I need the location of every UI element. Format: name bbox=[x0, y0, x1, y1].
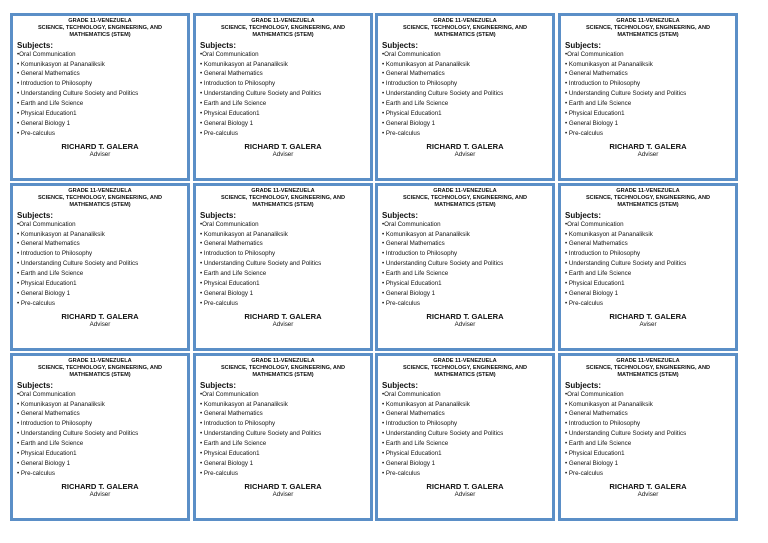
card-title-line: SCIENCE, TECHNOLOGY, ENGINEERING, AND bbox=[220, 25, 346, 32]
subject-list bbox=[17, 390, 183, 479]
card-title-line: MATHEMATICS (STEM) bbox=[617, 202, 679, 209]
subject-item: • Earth and Life Science bbox=[200, 440, 267, 448]
adviser-name: RICHARD T. GALERA bbox=[244, 311, 322, 321]
subjects-label: Subjects: bbox=[382, 380, 419, 390]
card-title-line: SCIENCE, TECHNOLOGY, ENGINEERING, AND bbox=[220, 195, 346, 202]
subject-item: • Earth and Life Science bbox=[382, 100, 449, 108]
subject-item: • Pre-calculus bbox=[17, 129, 55, 137]
card-title bbox=[565, 188, 731, 210]
card-title-line: GRADE 11-VENEZUELA bbox=[433, 18, 497, 24]
card-title-line: MATHEMATICS (STEM) bbox=[434, 372, 496, 379]
subject-item: • Introduction to Philosophy bbox=[565, 420, 641, 428]
subject-item: • Understanding Culture Society and Politics bbox=[17, 90, 139, 98]
subject-item: •Oral Communication bbox=[200, 220, 259, 228]
subject-list bbox=[200, 50, 366, 139]
card-title-line: MATHEMATICS (STEM) bbox=[434, 32, 496, 39]
subject-item: • Introduction to Philosophy bbox=[17, 80, 93, 88]
subjects-label: Subjects: bbox=[565, 40, 602, 50]
subject-list bbox=[17, 50, 183, 139]
card-title bbox=[17, 18, 183, 40]
class-card bbox=[558, 353, 738, 521]
subject-item: • Pre-calculus bbox=[565, 469, 603, 477]
adviser-name: RICHARD T. GALERA bbox=[244, 141, 322, 151]
subject-item: • General Mathematics bbox=[17, 240, 80, 248]
class-card bbox=[375, 13, 555, 181]
card-title-line: SCIENCE, TECHNOLOGY, ENGINEERING, AND bbox=[37, 195, 163, 202]
adviser-role: Adviser bbox=[454, 150, 476, 158]
card-title-line: MATHEMATICS (STEM) bbox=[69, 372, 131, 379]
card-title-line: SCIENCE, TECHNOLOGY, ENGINEERING, AND bbox=[585, 195, 711, 202]
card-title bbox=[565, 358, 731, 380]
subject-item: • Pre-calculus bbox=[17, 299, 55, 307]
card-title-line: GRADE 11-VENEZUELA bbox=[433, 358, 497, 364]
card-title-line: SCIENCE, TECHNOLOGY, ENGINEERING, AND bbox=[585, 365, 711, 372]
card-title-line: MATHEMATICS (STEM) bbox=[434, 202, 496, 209]
subject-item: • General Mathematics bbox=[565, 240, 628, 248]
subjects-label: Subjects: bbox=[200, 210, 237, 220]
card-title-line: GRADE 11-VENEZUELA bbox=[433, 188, 497, 194]
card-title-line: MATHEMATICS (STEM) bbox=[69, 202, 131, 209]
card-title-line: GRADE 11-VENEZUELA bbox=[68, 358, 132, 364]
subject-item: • Pre-calculus bbox=[200, 299, 238, 307]
subject-item: • Physical Education1 bbox=[17, 450, 77, 458]
subject-item: • Komunikasyon at Pananaliksik bbox=[382, 230, 470, 238]
adviser-role: Adviser bbox=[272, 490, 294, 498]
subject-item: • Komunikasyon at Pananaliksik bbox=[200, 230, 288, 238]
class-card bbox=[10, 353, 190, 521]
subject-item: • General Biology 1 bbox=[17, 459, 71, 467]
subject-list bbox=[200, 390, 366, 479]
subject-item: • Introduction to Philosophy bbox=[17, 420, 93, 428]
adviser-name: RICHARD T. GALERA bbox=[426, 481, 504, 491]
adviser-role: Adviser bbox=[272, 150, 294, 158]
subject-item: • Physical Education1 bbox=[565, 280, 625, 288]
subject-item: • Understanding Culture Society and Politics bbox=[382, 260, 504, 268]
subject-list bbox=[382, 220, 548, 309]
subject-item: • Introduction to Philosophy bbox=[565, 80, 641, 88]
subject-list bbox=[382, 50, 548, 139]
subject-item: • Understanding Culture Society and Politics bbox=[382, 90, 504, 98]
subjects-label: Subjects: bbox=[565, 380, 602, 390]
card-title-line: SCIENCE, TECHNOLOGY, ENGINEERING, AND bbox=[402, 365, 528, 372]
subject-item: • Pre-calculus bbox=[565, 299, 603, 307]
subject-item: •Oral Communication bbox=[565, 50, 624, 58]
subject-item: • Understanding Culture Society and Politics bbox=[17, 430, 139, 438]
subject-item: •Oral Communication bbox=[382, 50, 441, 58]
subjects-label: Subjects: bbox=[565, 210, 602, 220]
class-card bbox=[375, 183, 555, 351]
class-card bbox=[193, 13, 373, 181]
subject-list bbox=[565, 50, 731, 139]
subject-item: • Komunikasyon at Pananaliksik bbox=[200, 60, 288, 68]
card-title-line: MATHEMATICS (STEM) bbox=[252, 32, 314, 39]
subject-item: • Introduction to Philosophy bbox=[382, 80, 458, 88]
subject-item: • Physical Education1 bbox=[200, 280, 260, 288]
subject-item: • Introduction to Philosophy bbox=[200, 80, 276, 88]
subject-item: •Oral Communication bbox=[382, 390, 441, 398]
subject-item: • General Biology 1 bbox=[200, 289, 254, 297]
adviser-role: Adviser bbox=[272, 320, 294, 328]
adviser-name: RICHARD T. GALERA bbox=[61, 311, 139, 321]
subject-item: • Pre-calculus bbox=[565, 129, 603, 137]
subject-item: • Earth and Life Science bbox=[17, 440, 84, 448]
subject-list bbox=[17, 220, 183, 309]
card-title bbox=[382, 18, 548, 40]
subject-item: • Earth and Life Science bbox=[565, 440, 632, 448]
subject-item: • Earth and Life Science bbox=[565, 270, 632, 278]
subject-item: • General Biology 1 bbox=[382, 289, 436, 297]
subject-item: • Pre-calculus bbox=[200, 129, 238, 137]
card-title bbox=[200, 188, 366, 210]
card-title-line: GRADE 11-VENEZUELA bbox=[68, 188, 132, 194]
class-card bbox=[193, 183, 373, 351]
subject-item: • Physical Education1 bbox=[200, 450, 260, 458]
adviser-name: RICHARD T. GALERA bbox=[609, 141, 687, 151]
subject-item: • Understanding Culture Society and Politics bbox=[17, 260, 139, 268]
adviser-role: Adviser bbox=[637, 150, 659, 158]
subject-item: • General Mathematics bbox=[565, 410, 628, 418]
adviser-name: RICHARD T. GALERA bbox=[609, 311, 687, 321]
subject-item: • Komunikasyon at Pananaliksik bbox=[565, 230, 653, 238]
subject-item: • General Biology 1 bbox=[200, 459, 254, 467]
class-card bbox=[10, 13, 190, 181]
adviser-role: Aviser bbox=[639, 320, 657, 328]
subject-item: • General Mathematics bbox=[382, 240, 445, 248]
card-title-line: SCIENCE, TECHNOLOGY, ENGINEERING, AND bbox=[402, 25, 528, 32]
subject-item: • Introduction to Philosophy bbox=[382, 250, 458, 258]
subject-item: • Introduction to Philosophy bbox=[382, 420, 458, 428]
subject-item: • General Biology 1 bbox=[200, 119, 254, 127]
subject-item: • Komunikasyon at Pananaliksik bbox=[200, 400, 288, 408]
card-title bbox=[17, 188, 183, 210]
subject-list bbox=[565, 220, 731, 309]
subject-item: •Oral Communication bbox=[17, 390, 76, 398]
card-title-line: GRADE 11-VENEZUELA bbox=[616, 188, 680, 194]
subject-item: • General Biology 1 bbox=[565, 459, 619, 467]
card-title bbox=[17, 358, 183, 380]
adviser-name: RICHARD T. GALERA bbox=[61, 141, 139, 151]
card-title bbox=[382, 358, 548, 380]
card-title-line: GRADE 11-VENEZUELA bbox=[68, 18, 132, 24]
subject-item: • Physical Education1 bbox=[200, 110, 260, 118]
subject-item: • General Biology 1 bbox=[565, 119, 619, 127]
card-title-line: GRADE 11-VENEZUELA bbox=[251, 358, 315, 364]
card-title bbox=[382, 188, 548, 210]
class-card bbox=[375, 353, 555, 521]
card-title-line: MATHEMATICS (STEM) bbox=[252, 202, 314, 209]
subject-item: • General Mathematics bbox=[200, 70, 263, 78]
subject-item: • General Biology 1 bbox=[382, 459, 436, 467]
subjects-label: Subjects: bbox=[200, 40, 237, 50]
subject-item: • Pre-calculus bbox=[382, 469, 420, 477]
subject-item: • Understanding Culture Society and Politics bbox=[200, 90, 322, 98]
subject-item: • Earth and Life Science bbox=[17, 270, 84, 278]
class-card bbox=[558, 183, 738, 351]
subjects-label: Subjects: bbox=[17, 210, 54, 220]
subject-item: • General Mathematics bbox=[382, 70, 445, 78]
card-title-line: MATHEMATICS (STEM) bbox=[617, 32, 679, 39]
subject-item: • Introduction to Philosophy bbox=[200, 420, 276, 428]
card-title-line: MATHEMATICS (STEM) bbox=[69, 32, 131, 39]
subject-list bbox=[565, 390, 731, 479]
adviser-name: RICHARD T. GALERA bbox=[609, 481, 687, 491]
subject-item: • Earth and Life Science bbox=[382, 440, 449, 448]
adviser-name: RICHARD T. GALERA bbox=[426, 311, 504, 321]
subject-item: • Physical Education1 bbox=[17, 280, 77, 288]
card-title-line: MATHEMATICS (STEM) bbox=[252, 372, 314, 379]
subject-item: • Komunikasyon at Pananaliksik bbox=[382, 400, 470, 408]
subject-item: • Pre-calculus bbox=[382, 129, 420, 137]
adviser-role: Adviser bbox=[89, 320, 111, 328]
subject-item: •Oral Communication bbox=[565, 390, 624, 398]
subject-item: • Earth and Life Science bbox=[17, 100, 84, 108]
subject-item: • General Mathematics bbox=[565, 70, 628, 78]
subject-item: • Komunikasyon at Pananaliksik bbox=[565, 400, 653, 408]
subjects-label: Subjects: bbox=[382, 210, 419, 220]
subject-item: • Komunikasyon at Pananaliksik bbox=[565, 60, 653, 68]
card-title-line: SCIENCE, TECHNOLOGY, ENGINEERING, AND bbox=[37, 365, 163, 372]
subject-item: •Oral Communication bbox=[17, 50, 76, 58]
subjects-label: Subjects: bbox=[17, 40, 54, 50]
adviser-role: Adviser bbox=[89, 490, 111, 498]
card-title-line: GRADE 11-VENEZUELA bbox=[616, 18, 680, 24]
subject-item: • Pre-calculus bbox=[382, 299, 420, 307]
subject-item: • Pre-calculus bbox=[17, 469, 55, 477]
subject-list bbox=[200, 220, 366, 309]
subject-item: • Earth and Life Science bbox=[565, 100, 632, 108]
subject-item: • Understanding Culture Society and Politics bbox=[565, 90, 687, 98]
subject-item: • General Biology 1 bbox=[17, 289, 71, 297]
subject-item: • Physical Education1 bbox=[382, 280, 442, 288]
subject-list bbox=[382, 390, 548, 479]
subject-item: • Physical Education1 bbox=[382, 450, 442, 458]
subject-item: • General Mathematics bbox=[382, 410, 445, 418]
subject-item: •Oral Communication bbox=[200, 50, 259, 58]
subject-item: • Pre-calculus bbox=[200, 469, 238, 477]
subject-item: • Understanding Culture Society and Politics bbox=[200, 430, 322, 438]
subject-item: • General Biology 1 bbox=[382, 119, 436, 127]
card-title bbox=[200, 358, 366, 380]
adviser-role: Adviser bbox=[454, 490, 476, 498]
subject-item: • Komunikasyon at Pananaliksik bbox=[17, 400, 105, 408]
adviser-name: RICHARD T. GALERA bbox=[426, 141, 504, 151]
adviser-role: Adviser bbox=[89, 150, 111, 158]
subject-item: • Physical Education1 bbox=[382, 110, 442, 118]
class-card bbox=[10, 183, 190, 351]
subject-item: • Komunikasyon at Pananaliksik bbox=[17, 60, 105, 68]
subject-item: • General Mathematics bbox=[17, 70, 80, 78]
adviser-name: RICHARD T. GALERA bbox=[61, 481, 139, 491]
subject-item: • Earth and Life Science bbox=[200, 100, 267, 108]
adviser-role: Adviser bbox=[454, 320, 476, 328]
subject-item: • Understanding Culture Society and Politics bbox=[565, 430, 687, 438]
subject-item: • Komunikasyon at Pananaliksik bbox=[17, 230, 105, 238]
card-title-line: MATHEMATICS (STEM) bbox=[617, 372, 679, 379]
subjects-label: Subjects: bbox=[382, 40, 419, 50]
subject-item: • Physical Education1 bbox=[565, 110, 625, 118]
subject-item: •Oral Communication bbox=[565, 220, 624, 228]
subject-item: • Physical Education1 bbox=[565, 450, 625, 458]
card-title bbox=[565, 18, 731, 40]
card-title bbox=[200, 18, 366, 40]
subject-item: • General Biology 1 bbox=[17, 119, 71, 127]
subject-item: • General Mathematics bbox=[200, 240, 263, 248]
subject-item: • Introduction to Philosophy bbox=[17, 250, 93, 258]
subject-item: • Earth and Life Science bbox=[200, 270, 267, 278]
subject-item: •Oral Communication bbox=[382, 220, 441, 228]
subject-item: • Earth and Life Science bbox=[382, 270, 449, 278]
card-title-line: SCIENCE, TECHNOLOGY, ENGINEERING, AND bbox=[585, 25, 711, 32]
class-card bbox=[558, 13, 738, 181]
subject-item: • Understanding Culture Society and Politics bbox=[382, 430, 504, 438]
subjects-label: Subjects: bbox=[17, 380, 54, 390]
card-title-line: SCIENCE, TECHNOLOGY, ENGINEERING, AND bbox=[37, 25, 163, 32]
adviser-name: RICHARD T. GALERA bbox=[244, 481, 322, 491]
card-title-line: SCIENCE, TECHNOLOGY, ENGINEERING, AND bbox=[220, 365, 346, 372]
subject-item: • Physical Education1 bbox=[17, 110, 77, 118]
card-title-line: SCIENCE, TECHNOLOGY, ENGINEERING, AND bbox=[402, 195, 528, 202]
subjects-label: Subjects: bbox=[200, 380, 237, 390]
adviser-role: Adviser bbox=[637, 490, 659, 498]
subject-item: •Oral Communication bbox=[17, 220, 76, 228]
subject-item: • Introduction to Philosophy bbox=[200, 250, 276, 258]
card-title-line: GRADE 11-VENEZUELA bbox=[251, 18, 315, 24]
subject-item: • Komunikasyon at Pananaliksik bbox=[382, 60, 470, 68]
subject-item: • Introduction to Philosophy bbox=[565, 250, 641, 258]
subject-item: • Understanding Culture Society and Politics bbox=[565, 260, 687, 268]
card-title-line: GRADE 11-VENEZUELA bbox=[616, 358, 680, 364]
card-title-line: GRADE 11-VENEZUELA bbox=[251, 188, 315, 194]
class-card bbox=[193, 353, 373, 521]
subject-item: • General Mathematics bbox=[17, 410, 80, 418]
subject-item: • General Mathematics bbox=[200, 410, 263, 418]
subject-item: •Oral Communication bbox=[200, 390, 259, 398]
subject-item: • Understanding Culture Society and Politics bbox=[200, 260, 322, 268]
subject-item: • General Biology 1 bbox=[565, 289, 619, 297]
